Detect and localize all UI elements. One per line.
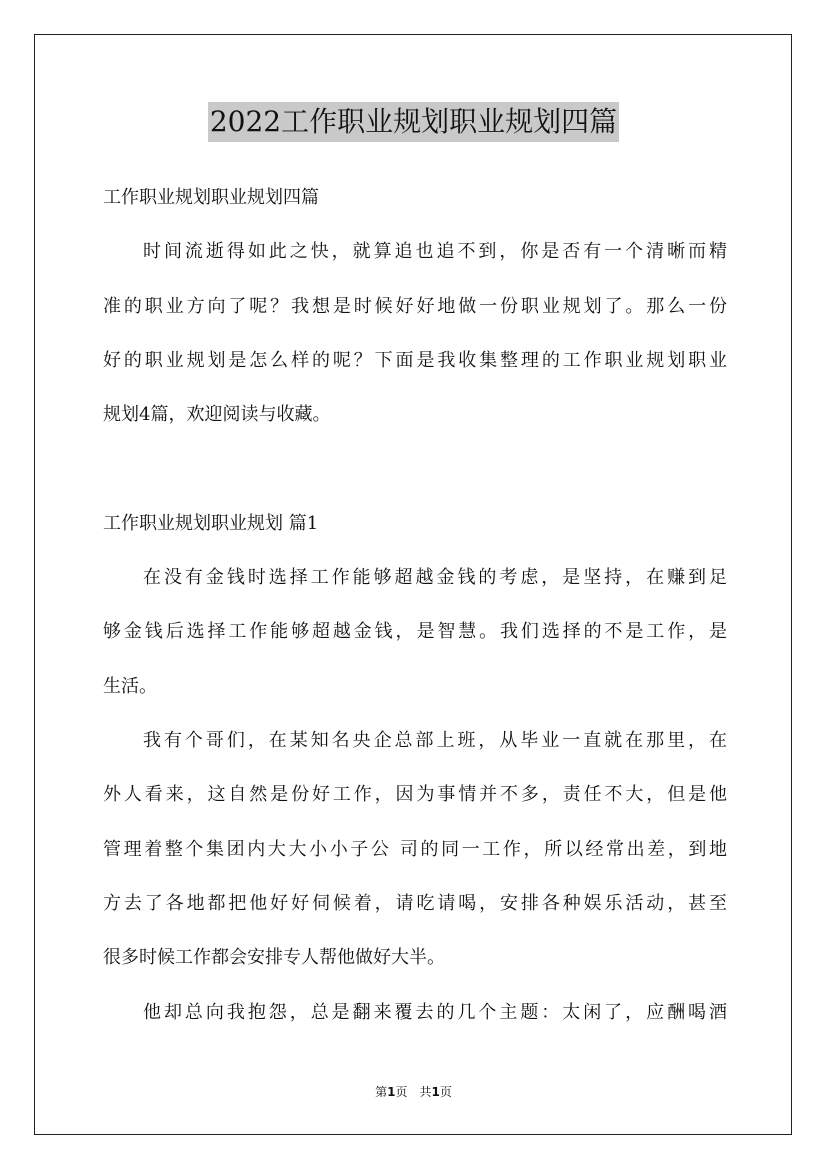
page-footer	[0, 1083, 827, 1100]
title-container	[0, 102, 827, 142]
section-heading: 工作职业规划职业规划 篇1	[103, 513, 319, 534]
paragraph-line: 外人看来，这自然是份好工作，因为事情并不多，责任不大，但是他	[103, 784, 727, 805]
total-pages: 1	[431, 1085, 440, 1099]
paragraph-line: 生活。	[103, 676, 157, 697]
intro-line: 好的职业规划是怎么样的呢？下面是我收集整理的工作职业规划职业	[103, 350, 727, 371]
footer-text: 页 共	[395, 1085, 432, 1099]
paragraph-line: 够金钱后选择工作能够超越金钱，是智慧。我们选择的不是工作，是	[103, 621, 727, 642]
paragraph-line: 方去了各地都把他好好伺候着，请吃请喝，安排各种娱乐活动，甚至	[103, 893, 727, 914]
footer-text: 页	[439, 1085, 452, 1099]
intro-line: 准的职业方向了呢？我想是时候好好地做一份职业规划了。那么一份	[103, 296, 727, 317]
paragraph-line: 很多时候工作都会安排专人帮他做好大半。	[103, 947, 445, 968]
paragraph-line: 我有个哥们，在某知名央企总部上班，从毕业一直就在那里，在	[143, 730, 727, 751]
intro-line: 时间流逝得如此之快，就算追也追不到，你是否有一个清晰而精	[143, 241, 727, 262]
page-number: 1	[387, 1085, 396, 1099]
paragraph-line: 他却总向我抱怨，总是翻来覆去的几个主题：太闲了，应酬喝酒	[143, 1002, 727, 1023]
paragraph-line: 在没有金钱时选择工作能够超越金钱的考虑，是坚持，在赚到足	[143, 567, 727, 588]
footer-text: 第	[375, 1085, 388, 1099]
paragraph-line: 管理着整个集团内大大小小子公 司的同一工作，所以经常出差，到地	[103, 839, 727, 860]
intro-line: 规划4篇，欢迎阅读与收藏。	[103, 404, 331, 425]
intro-heading: 工作职业规划职业规划四篇	[103, 187, 319, 208]
document-title: 2022工作职业规划职业规划四篇	[208, 102, 619, 142]
